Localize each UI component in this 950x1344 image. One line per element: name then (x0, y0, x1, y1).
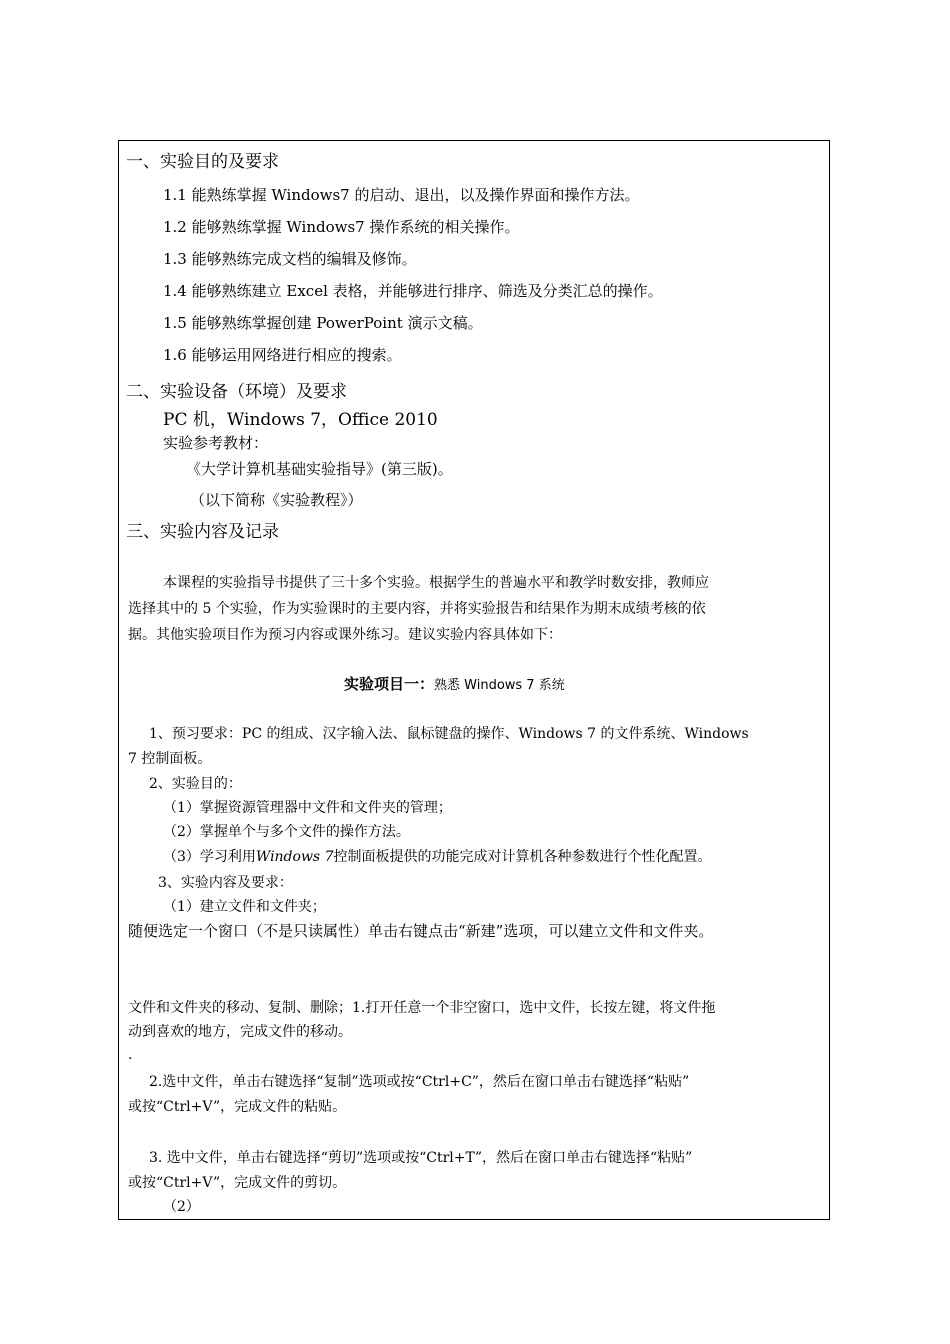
project-title-sub: 熟悉 Windows 7 系统 (434, 678, 565, 693)
prep-requirement-line: 7 控制面板。 (128, 751, 212, 767)
next-item-number: （2） (163, 1199, 200, 1215)
cut-line: 3. 选中文件，单击右键选择“剪切”选项或按“Ctrl+T”，然后在窗口单击右键选择“粘贴” (149, 1150, 693, 1166)
objective-item: 1.5 能够熟练掌握创建 PowerPoint 演示文稿。 (163, 314, 483, 332)
copy-line: 2.选中文件，单击右键选择“复制”选项或按“Ctrl+C”，然后在窗口单击右键选择“粘贴” (149, 1074, 690, 1090)
objective-item: 1.4 能够熟练建立 Excel 表格，并能够进行排序、筛选及分类汇总的操作。 (163, 282, 663, 300)
reference-book: 《大学计算机基础实验指导》(第三版)。 (186, 460, 453, 478)
goal-item: （1）掌握资源管理器中文件和文件夹的管理； (163, 800, 452, 816)
objective-item: 1.3 能够熟练完成文档的编辑及修饰。 (163, 250, 417, 268)
content-item: （1）建立文件和文件夹； (163, 899, 326, 915)
goal-item (163, 850, 711, 864)
objective-item: 1.1 能熟练掌握 Windows7 的启动、退出，以及操作界面和操作方法。 (163, 186, 640, 204)
environment-text: PC 机，Windows 7，Office 2010 (163, 410, 438, 430)
cut-line: 或按“Ctrl+V”，完成文件的剪切。 (128, 1175, 347, 1191)
goal3-italic: Windows 7 (255, 849, 334, 865)
dot-mark: . (128, 1047, 133, 1063)
project-title-main: 实验项目一： (344, 675, 435, 693)
intro-paragraph-line: 选择其中的 5 个实验，作为实验课时的主要内容，并将实验报告和结果作为期末成绩考核的依 (128, 601, 706, 617)
goal3-prefix: （3）学习利用 (163, 849, 256, 865)
intro-paragraph-line: 本课程的实验指导书提供了三十多个实验。根据学生的普遍水平和教学时数安排，教师应 (163, 575, 709, 591)
reference-label: 实验参考教材： (163, 434, 269, 452)
intro-paragraph-line: 据。其他实验项目作为预习内容或课外练习。建议实验内容具体如下： (128, 627, 562, 643)
content-heading: 3、实验内容及要求： (158, 875, 293, 891)
objective-item: 1.2 能够熟练掌握 Windows7 操作系统的相关操作。 (163, 218, 520, 236)
goal-heading: 2、实验目的： (149, 776, 242, 792)
move-line: 文件和文件夹的移动、复制、删除；1.打开任意一个非空窗口，选中文件，长按左键，将文件拖 (128, 1000, 716, 1016)
section1-heading: 一、实验目的及要求 (126, 152, 279, 172)
move-line: 动到喜欢的地方，完成文件的移动。 (128, 1024, 352, 1040)
goal3-rest: 控制面板提供的功能完成对计算机各种参数进行个性化配置。 (333, 849, 712, 865)
section3-heading: 三、实验内容及记录 (126, 522, 279, 542)
prep-requirement-line: 1、预习要求：PC 的组成、汉字输入法、鼠标键盘的操作、Windows 7 的文件系统、Windows (149, 726, 749, 742)
goal-item: （2）掌握单个与多个文件的操作方法。 (163, 824, 410, 840)
project-title (344, 677, 565, 692)
copy-line: 或按“Ctrl+V”，完成文件的粘贴。 (128, 1099, 347, 1115)
objective-item: 1.6 能够运用网络进行相应的搜索。 (163, 346, 402, 364)
content-text: 随便选定一个窗口（不是只读属性）单击右键点击“新建”选项，可以建立文件和文件夹。 (128, 922, 714, 940)
section2-heading: 二、实验设备（环境）及要求 (126, 382, 347, 402)
reference-abbreviation: （以下简称《实验教程》） (190, 491, 363, 509)
